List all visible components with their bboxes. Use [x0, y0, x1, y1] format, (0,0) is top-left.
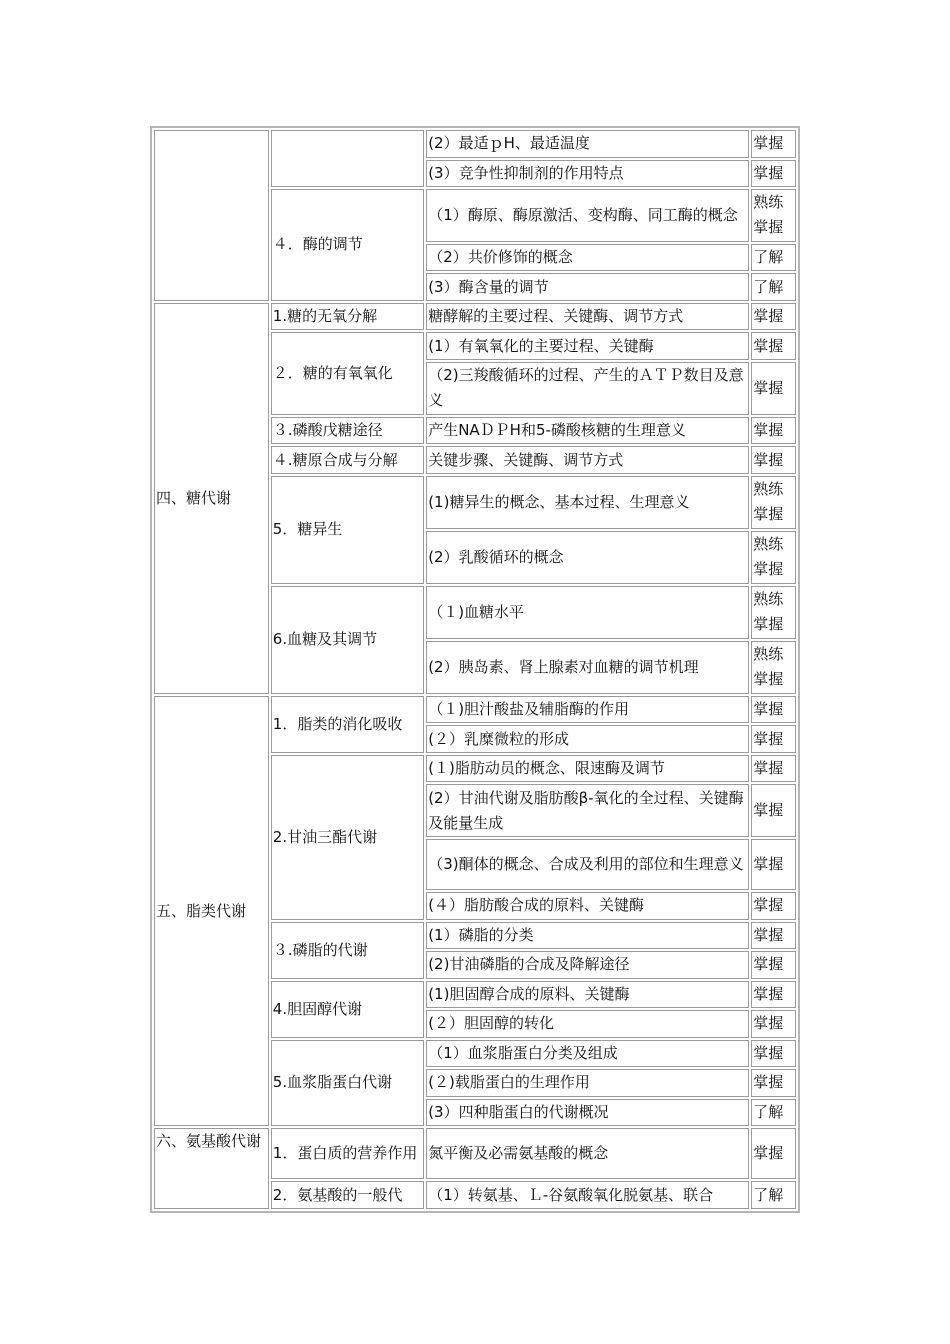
- level-cell: 熟练掌握: [751, 641, 796, 694]
- topic-cell: 4.胆固醇代谢: [271, 981, 424, 1038]
- item-cell: (2）乳酸循环的概念: [426, 531, 749, 584]
- syllabus-table-container: [150, 126, 800, 1213]
- table-row: [154, 696, 796, 724]
- topic-cell: 5．糖异生: [271, 476, 424, 584]
- item-cell: 产生NAＤＰH和5-磷酸核糖的生理意义: [426, 417, 749, 445]
- topic-cell: ４.糖原合成与分解: [271, 446, 424, 474]
- syllabus-table: [150, 126, 800, 1213]
- item-cell: （１)胆汁酸盐及辅脂酶的作用: [426, 696, 749, 724]
- topic-cell: 2.甘油三酯代谢: [271, 755, 424, 920]
- level-cell: 熟练掌握: [751, 476, 796, 529]
- topic-cell: [271, 130, 424, 187]
- level-cell: 熟练掌握: [751, 189, 796, 242]
- item-cell: （3)酮体的概念、合成及利用的部位和生理意义: [426, 839, 749, 890]
- level-cell: 掌握: [751, 839, 796, 890]
- level-cell: 掌握: [751, 303, 796, 331]
- level-cell: 掌握: [751, 696, 796, 724]
- level-cell: 熟练掌握: [751, 531, 796, 584]
- level-cell: 了解: [751, 1099, 796, 1127]
- item-cell: (４）脂肪酸合成的原料、关键酶: [426, 892, 749, 920]
- item-cell: (2）最适ｐH、最适温度: [426, 130, 749, 158]
- level-cell: 掌握: [751, 784, 796, 837]
- topic-cell: 2．氨基酸的一般代: [271, 1181, 424, 1209]
- level-cell: 掌握: [751, 1010, 796, 1038]
- level-cell: 掌握: [751, 417, 796, 445]
- topic-cell: 1.糖的无氧分解: [271, 303, 424, 331]
- item-cell: (1)糖异生的概念、基本过程、生理意义: [426, 476, 749, 529]
- topic-cell: ３.磷脂的代谢: [271, 922, 424, 979]
- level-cell: 掌握: [751, 332, 796, 360]
- item-cell: （2)三羧酸循环的过程、产生的ＡＴＰ数目及意义: [426, 362, 749, 415]
- item-cell: (3）四种脂蛋白的代谢概况: [426, 1099, 749, 1127]
- level-cell: 掌握: [751, 362, 796, 415]
- topic-cell: ３.磷酸戊糖途径: [271, 417, 424, 445]
- item-cell: (1)胆固醇合成的原料、关键酶: [426, 981, 749, 1009]
- item-cell: (２）乳糜微粒的形成: [426, 725, 749, 753]
- section-cell: [154, 130, 269, 301]
- level-cell: 掌握: [751, 1069, 796, 1097]
- topic-cell: ２．糖的有氧氧化: [271, 332, 424, 414]
- item-cell: (3）竞争性抑制剂的作用特点: [426, 160, 749, 188]
- item-cell: （2）共价修饰的概念: [426, 244, 749, 272]
- level-cell: 掌握: [751, 446, 796, 474]
- item-cell: (2）甘油代谢及脂肪酸β-氧化的全过程、关键酶及能量生成: [426, 784, 749, 837]
- level-cell: 掌握: [751, 725, 796, 753]
- table-row: [154, 1128, 796, 1179]
- level-cell: 掌握: [751, 755, 796, 783]
- item-cell: (２)载脂蛋白的生理作用: [426, 1069, 749, 1097]
- level-cell: 掌握: [751, 130, 796, 158]
- table-row: [154, 303, 796, 331]
- section-cell: 四、糖代谢: [154, 303, 269, 694]
- level-cell: 掌握: [751, 892, 796, 920]
- item-cell: 氮平衡及必需氨基酸的概念: [426, 1128, 749, 1179]
- item-cell: 关键步骤、关键酶、调节方式: [426, 446, 749, 474]
- item-cell: （１)血糖水平: [426, 586, 749, 639]
- level-cell: 熟练掌握: [751, 586, 796, 639]
- table-row: [154, 130, 796, 158]
- item-cell: （1）血浆脂蛋白分类及组成: [426, 1040, 749, 1068]
- level-cell: 掌握: [751, 1040, 796, 1068]
- level-cell: 了解: [751, 1181, 796, 1209]
- level-cell: 掌握: [751, 922, 796, 950]
- level-cell: 掌握: [751, 160, 796, 188]
- level-cell: 了解: [751, 244, 796, 272]
- item-cell: 糖酵解的主要过程、关键酶、调节方式: [426, 303, 749, 331]
- topic-cell: 5.血浆脂蛋白代谢: [271, 1040, 424, 1127]
- section-cell: 五、脂类代谢: [154, 696, 269, 1126]
- item-cell: (2)甘油磷脂的合成及降解途径: [426, 951, 749, 979]
- level-cell: 了解: [751, 273, 796, 301]
- item-cell: (１)脂肪动员的概念、限速酶及调节: [426, 755, 749, 783]
- level-cell: 掌握: [751, 1128, 796, 1179]
- item-cell: (1）磷脂的分类: [426, 922, 749, 950]
- section-cell: 六、氨基酸代谢: [154, 1128, 269, 1209]
- topic-cell: ４．酶的调节: [271, 189, 424, 301]
- item-cell: (２）胆固醇的转化: [426, 1010, 749, 1038]
- item-cell: （1）酶原、酶原激活、变构酶、同工酶的概念: [426, 189, 749, 242]
- item-cell: （1）转氨基、Ｌ-谷氨酸氧化脱氨基、联合: [426, 1181, 749, 1209]
- topic-cell: 6.血糖及其调节: [271, 586, 424, 694]
- item-cell: (3）酶含量的调节: [426, 273, 749, 301]
- level-cell: 掌握: [751, 981, 796, 1009]
- level-cell: 掌握: [751, 951, 796, 979]
- item-cell: (1）有氧氧化的主要过程、关键酶: [426, 332, 749, 360]
- topic-cell: 1．蛋白质的营养作用: [271, 1128, 424, 1179]
- item-cell: (2）胰岛素、肾上腺素对血糖的调节机理: [426, 641, 749, 694]
- topic-cell: 1．脂类的消化吸收: [271, 696, 424, 753]
